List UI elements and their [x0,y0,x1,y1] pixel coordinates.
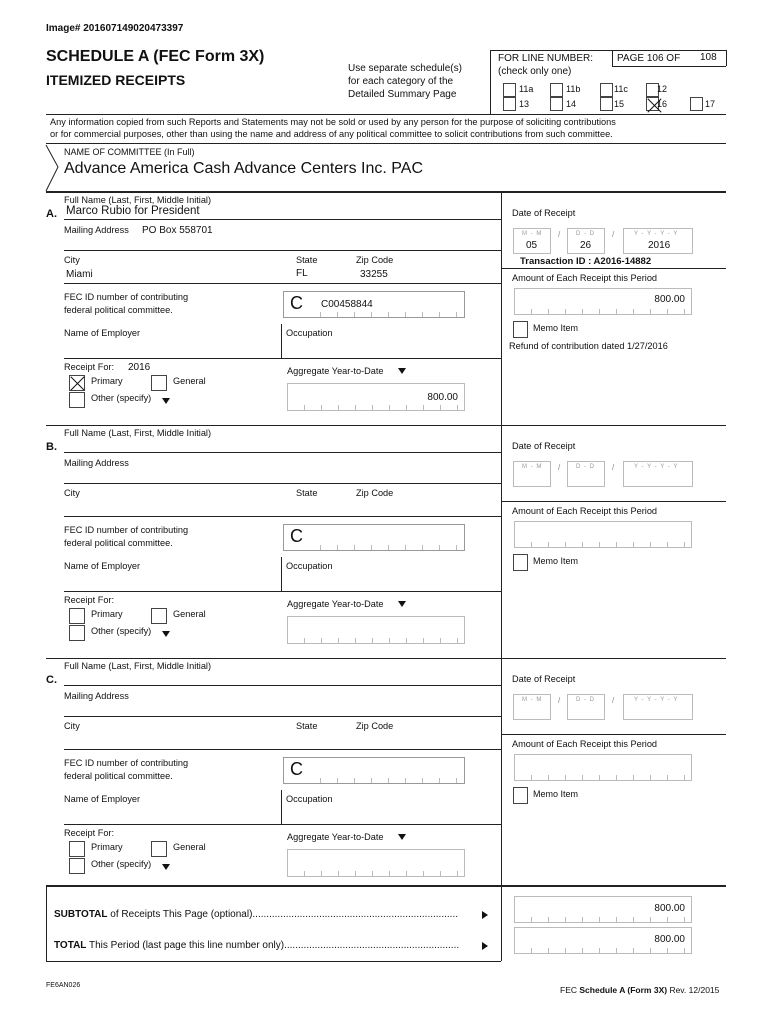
memo-item-label: Memo Item [533,323,579,333]
date-year-field[interactable] [623,694,693,720]
primary-label: Primary [91,842,123,852]
memo-item-label: Memo Item [533,556,579,566]
fec-id-label-line2: federal political committee. [64,305,173,315]
amount-field[interactable] [514,521,692,548]
full-name-label: Full Name (Last, First, Middle Initial) [64,195,212,205]
fec-id-label-line1: FEC ID number of contributing [64,758,189,768]
page-label: PAGE 106 OF [617,53,681,64]
subtotal-label: SUBTOTAL of Receipts This Page (optional).......................................................................... [54,909,459,920]
amount-label: Amount of Each Receipt this Period [512,739,658,749]
total-arrow-icon [482,942,488,950]
form-title: SCHEDULE A (FEC Form 3X) [46,48,265,65]
fec-id-field[interactable] [283,524,465,551]
transaction-id: Transaction ID : A2016-14882 [520,256,652,267]
other-specify-dropdown-icon[interactable] [162,631,170,637]
city-label: City [64,488,80,498]
year-placeholder: Y - Y - Y - Y [634,697,679,703]
date-of-receipt-label: Date of Receipt [512,208,576,218]
aggregate-arrow-icon [398,834,406,840]
day-placeholder: D - D [576,697,595,703]
primary-checkbox[interactable] [69,375,85,391]
committee-bracket-icon [40,143,64,193]
mailing-address-value[interactable]: PO Box 558701 [142,225,213,236]
amount-label: Amount of Each Receipt this Period [512,273,658,283]
day-placeholder: D - D [576,231,595,237]
fec-id-prefix: C [290,759,303,779]
receipt-for-label: Receipt For: [64,595,115,605]
primary-label: Primary [91,609,123,619]
entry-letter: A. [46,208,57,220]
aggregate-field[interactable] [287,849,465,877]
receipt-for-label: Receipt For: [64,828,115,838]
month-placeholder: M - M [522,464,543,470]
zip-label: Zip Code [356,255,394,265]
general-checkbox[interactable] [151,608,167,624]
other-specify-dropdown-icon[interactable] [162,864,170,870]
year-placeholder: Y - Y - Y - Y [634,464,679,470]
mailing-address-label: Mailing Address [64,458,129,468]
fec-id-label-line2: federal political committee. [64,771,173,781]
date-day-field[interactable] [567,694,605,720]
city-label: City [64,721,80,731]
contributor-full-name[interactable]: Marco Rubio for President [66,205,200,217]
state-label: State [296,255,318,265]
full-name-label: Full Name (Last, First, Middle Initial) [64,661,212,671]
full-name-label: Full Name (Last, First, Middle Initial) [64,428,212,438]
entry-letter: C. [46,674,57,686]
general-checkbox[interactable] [151,375,167,391]
date-year-value: 2016 [648,240,671,251]
line-option-checkbox-15[interactable] [600,97,613,111]
occupation-label: Occupation [286,794,333,804]
instructions-line3: Detailed Summary Page [348,89,457,100]
fec-id-prefix: C [290,526,303,546]
fec-id-label-line1: FEC ID number of contributing [64,525,189,535]
fec-id-label-line2: federal political committee. [64,538,173,548]
committee-name[interactable]: Advance America Cash Advance Centers Inc. PAC [64,160,423,177]
fec-id-prefix: C [290,293,303,313]
other-specify-dropdown-icon[interactable] [162,398,170,404]
memo-item-checkbox[interactable] [513,554,528,571]
occupation-label: Occupation [286,328,333,338]
line-option-label-11c: 11c [614,84,628,94]
aggregate-label: Aggregate Year-to-Date [287,832,384,842]
subtotal-arrow-icon [482,911,488,919]
date-separator: / [558,696,561,705]
general-label: General [173,376,206,386]
state-label: State [296,721,318,731]
aggregate-arrow-icon [398,601,406,607]
zip-value[interactable]: 33255 [360,269,388,280]
date-of-receipt-label: Date of Receipt [512,674,576,684]
subtotal-value: 800.00 [654,903,685,914]
other-specify-label: Other (specify) [91,626,152,636]
line-option-checkbox-11a[interactable] [503,83,516,97]
aggregate-label: Aggregate Year-to-Date [287,599,384,609]
aggregate-label: Aggregate Year-to-Date [287,366,384,376]
line-option-label-11b: 11b [566,84,581,94]
date-day-field[interactable] [567,461,605,487]
date-separator: / [558,230,561,239]
primary-label: Primary [91,376,123,386]
general-label: General [173,842,206,852]
state-value[interactable]: FL [296,268,308,279]
date-separator: / [558,463,561,472]
date-month-field[interactable] [513,228,551,254]
aggregate-field[interactable] [287,383,465,411]
other-specify-label: Other (specify) [91,393,152,403]
memo-item-checkbox[interactable] [513,787,528,804]
state-label: State [296,488,318,498]
fec-id-value: C00458844 [321,299,373,310]
employer-label: Name of Employer [64,561,141,571]
city-value[interactable]: Miami [66,269,93,280]
date-day-value: 26 [580,240,592,251]
zip-label: Zip Code [356,721,394,731]
fec-id-field[interactable] [283,291,465,318]
primary-checkbox[interactable] [69,841,85,857]
line-option-checkbox-11c[interactable] [600,83,613,97]
receipt-for-year[interactable]: 2016 [128,362,151,373]
line-option-label-11a: 11a [519,84,534,94]
month-placeholder: M - M [522,697,543,703]
notice-line2: or for commercial purposes, other than using the name and address of any political committee to solicit contributions from such committee. [50,129,613,139]
amount-field[interactable] [514,288,692,315]
committee-label: NAME OF COMMITTEE (In Full) [64,147,195,157]
occupation-label: Occupation [286,561,333,571]
city-label: City [64,255,80,265]
instructions-line1: Use separate schedule(s) [348,63,462,74]
general-label: General [173,609,206,619]
date-of-receipt-label: Date of Receipt [512,441,576,451]
instructions-line2: for each category of the [348,76,454,87]
notice-line1: Any information copied from such Reports and Statements may not be sold or used by any person for the purpose of soliciting contributions [50,117,616,127]
image-id: Image# 201607149020473397 [46,23,184,34]
year-placeholder: Y - Y - Y - Y [634,231,679,237]
line-number-label: FOR LINE NUMBER: [498,53,594,64]
primary-checkbox[interactable] [69,608,85,624]
total-field[interactable] [514,927,692,954]
date-separator: / [612,463,615,472]
fec-id-field[interactable] [283,757,465,784]
other-specify-label: Other (specify) [91,859,152,869]
employer-label: Name of Employer [64,794,141,804]
memo-item-checkbox[interactable] [513,321,528,338]
date-year-field[interactable] [623,228,693,254]
line-option-label-17: 17 [705,99,716,109]
employer-label: Name of Employer [64,328,141,338]
amount-label: Amount of Each Receipt this Period [512,506,658,516]
footer-form-name: FEC Schedule A (Form 3X) Rev. 12/2015 [560,985,720,995]
aggregate-arrow-icon [398,368,406,374]
amount-field[interactable] [514,754,692,781]
date-separator: / [612,696,615,705]
receipt-for-label: Receipt For: [64,362,115,372]
date-month-field[interactable] [513,461,551,487]
memo-text[interactable]: Refund of contribution dated 1/27/2016 [509,341,668,351]
other-specify-checkbox[interactable] [69,392,85,408]
total-value: 800.00 [654,934,685,945]
other-specify-checkbox[interactable] [69,858,85,874]
mailing-address-label: Mailing Address [64,225,129,235]
fec-id-label-line1: FEC ID number of contributing [64,292,189,302]
footer-code: FE6AN026 [46,982,81,989]
amount-value: 800.00 [654,294,685,305]
memo-item-label: Memo Item [533,789,579,799]
line-option-label-14: 14 [566,99,577,109]
general-checkbox[interactable] [151,841,167,857]
line-option-label-15: 15 [614,99,625,109]
date-day-field[interactable] [567,228,605,254]
aggregate-field[interactable] [287,616,465,644]
zip-label: Zip Code [356,488,394,498]
other-specify-checkbox[interactable] [69,625,85,641]
form-subtitle: ITEMIZED RECEIPTS [46,72,186,88]
month-placeholder: M - M [522,231,543,237]
date-year-field[interactable] [623,461,693,487]
line-option-checkbox-14[interactable] [550,97,563,111]
date-month-field[interactable] [513,694,551,720]
line-option-checkbox-11b[interactable] [550,83,563,97]
line-option-label-16: 16 [657,99,668,109]
entry-letter: B. [46,441,57,453]
date-month-value: 05 [526,240,538,251]
line-option-label-13: 13 [519,99,530,109]
check-only-one: (check only one) [498,66,572,77]
aggregate-value: 800.00 [427,392,458,403]
line-option-label-12: 12 [657,84,668,94]
mailing-address-label: Mailing Address [64,691,129,701]
total-label: TOTAL This Period (last page this line number only)............................................................... [54,940,460,951]
subtotal-field[interactable] [514,896,692,923]
page-total: 108 [700,52,717,63]
line-option-checkbox-13[interactable] [503,97,516,111]
day-placeholder: D - D [576,464,595,470]
line-option-checkbox-17[interactable] [690,97,703,111]
date-separator: / [612,230,615,239]
